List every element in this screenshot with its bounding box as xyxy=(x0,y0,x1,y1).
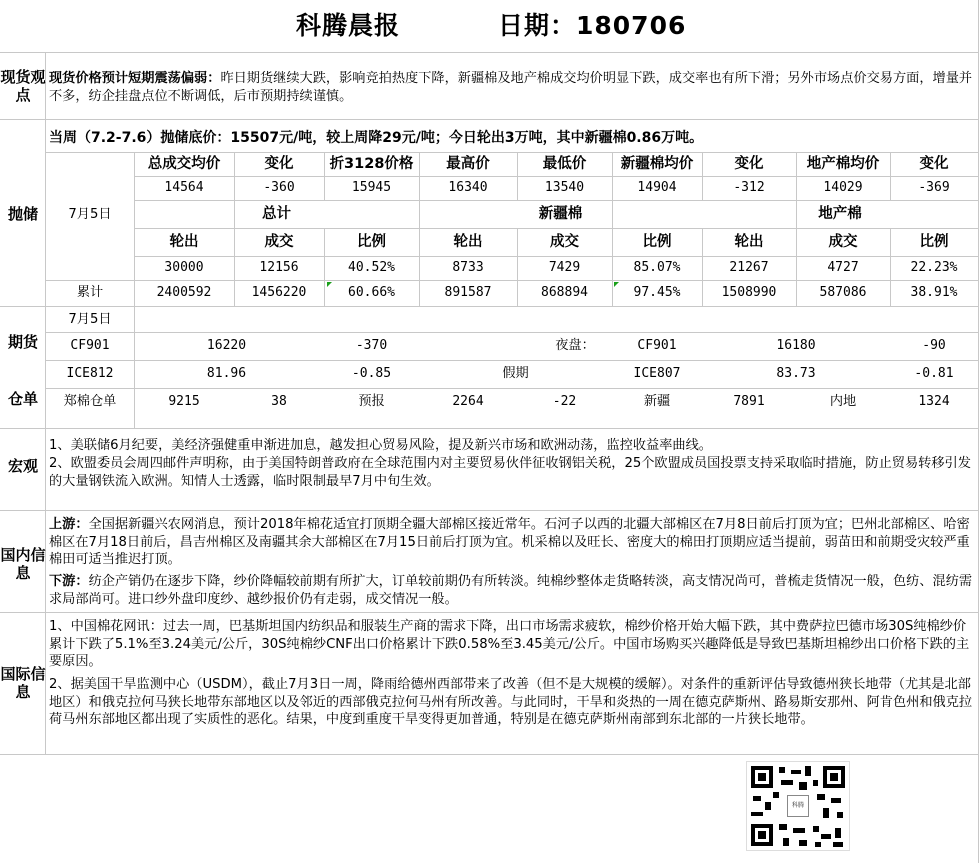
report-date: 日期：180706 xyxy=(498,11,687,40)
qr-center-logo: 科腾 xyxy=(787,795,809,817)
cumulative-label: 累计 xyxy=(76,285,104,300)
today-value: 21267 xyxy=(729,260,769,275)
group-header: 地产棉 xyxy=(818,206,862,222)
inland-value: 1324 xyxy=(918,394,950,409)
sub-header: 成交 xyxy=(550,234,579,250)
forecast-value: 2264 xyxy=(452,394,484,409)
cumulative-value: 2400592 xyxy=(156,285,212,300)
price-value: 14564 xyxy=(164,180,204,195)
section-warehouse: 仓单 xyxy=(7,390,38,408)
today-value: 40.52% xyxy=(348,260,395,275)
futures-change: -0.85 xyxy=(351,366,392,381)
forecast-change: -22 xyxy=(552,394,577,409)
price-value: 13540 xyxy=(544,180,585,195)
today-value: 12156 xyxy=(259,260,299,275)
forecast-label: 预报 xyxy=(358,394,385,409)
price-value: 15945 xyxy=(351,180,392,195)
cumulative-value: 38.91% xyxy=(910,285,958,300)
sub-header: 成交 xyxy=(264,234,294,250)
cumulative-value: 587086 xyxy=(819,285,867,300)
futures-date: 7月5日 xyxy=(68,312,112,327)
spot-view-text xyxy=(49,70,974,105)
section-domestic: 国内信息 xyxy=(0,546,46,582)
futures-contract: CF901 xyxy=(70,338,110,353)
price-header: 最低价 xyxy=(542,156,587,172)
spot-view-body: 昨日期货继续大跌，影响竞拍热度下降，新疆棉及地产棉成交均价明显下跌，成交率也有所下滑；另外市场点价交易方面，增量并不多，纺企挂盘点位不断调低，后市预期持续谨慎。 xyxy=(49,71,973,104)
qr-code xyxy=(746,761,850,851)
holiday-label: 假期 xyxy=(502,366,529,381)
price-header: 变化 xyxy=(264,156,294,172)
price-value: 14029 xyxy=(823,180,863,195)
sub-header: 轮出 xyxy=(453,234,483,250)
domestic-downstream xyxy=(49,573,974,608)
cumulative-value: 1508990 xyxy=(721,285,777,300)
price-header: 总成交均价 xyxy=(147,156,221,172)
spot-view-headline: 现货价格预计短期震荡偏弱： xyxy=(49,71,221,86)
today-value: 8733 xyxy=(452,260,484,275)
warehouse-value: 9215 xyxy=(168,394,200,409)
sub-header: 成交 xyxy=(828,234,858,250)
price-value: 14904 xyxy=(637,180,677,195)
auction-summary: 当周（7.2-7.6）抛储底价：15507元/吨，较上周降29元/吨；今日轮出3万吨，其中新疆棉0.86万吨。 xyxy=(49,130,704,146)
price-value: -360 xyxy=(263,180,295,195)
price-header: 新疆棉均价 xyxy=(620,156,694,172)
upstream-label: 上游： xyxy=(49,517,89,532)
sub-header: 轮出 xyxy=(169,234,199,250)
futures-price: 81.96 xyxy=(206,366,247,381)
futures-price: 16180 xyxy=(776,338,816,353)
futures-contract: CF901 xyxy=(637,338,677,353)
night-session-label: 夜盘： xyxy=(555,338,595,353)
today-value: 22.23% xyxy=(910,260,958,275)
futures-change: -0.81 xyxy=(914,366,954,381)
price-header: 地产棉均价 xyxy=(806,156,880,172)
report-title: 科腾晨报 xyxy=(296,11,401,40)
cumulative-value: 97.45% xyxy=(633,285,681,300)
price-header: 变化 xyxy=(734,156,764,172)
cumulative-value: 1456220 xyxy=(251,285,307,300)
warehouse-change: 38 xyxy=(271,394,287,409)
cumulative-value: 868894 xyxy=(541,285,588,300)
price-value: -369 xyxy=(918,180,950,195)
group-header: 总计 xyxy=(262,206,291,222)
upstream-text: 全国据新疆兴农网消息，预计2018年棉花适宜打顶期全疆大部棉区接近常年。石河子以西的北疆大部棉区在7月8日前后打顶为宜；巴州北部棉区、哈密棉区在7月18日前后，昌吉州棉区及南疆其余大部棉区在7月15日前后打顶为宜。机采棉以及旺长、密度大的棉田打顶期应适当提前，弱苗田和前期受灾较严重棉田可适当推迟打顶。 xyxy=(49,517,970,567)
domestic-upstream xyxy=(49,516,974,569)
downstream-label: 下游： xyxy=(49,574,89,589)
section-international: 国际信息 xyxy=(0,665,46,701)
sub-header: 比例 xyxy=(357,234,386,250)
inland-label: 内地 xyxy=(829,394,857,409)
today-value: 7429 xyxy=(548,260,581,275)
macro-item-2: 2、欧盟委员会周四邮件声明称，由于美国特朗普政府在全球范围内对主要贸易伙伴征收钢铝关税，25个欧盟成员国投票支持采取临时措施，防止贸易转移引发的大量钢铁流入欧洲。知情人士透露，临时限制最早7月中旬生效。 xyxy=(49,456,971,489)
warehouse-label: 郑棉仓单 xyxy=(63,394,117,409)
international-item-1: 1、中国棉花网讯：过去一周，巴基斯坦国内纺织品和服装生产商的需求下降，出口市场需求疲软，棉纱价格开始大幅下跌，其中费萨拉巴德市场30S纯棉纱价累计下跌了5.1%至3.24美元/公斤，30S纯棉纱CNF出口价格累计下跌0.58%至3.45美元/公斤。中国市场购买兴趣降低是导致巴基斯坦棉纱出口价格下跌的主要原因。 xyxy=(49,619,970,669)
section-futures: 期货 xyxy=(7,333,38,351)
futures-contract: ICE807 xyxy=(633,366,681,381)
futures-price: 83.73 xyxy=(776,366,816,381)
futures-change: -370 xyxy=(355,338,388,353)
futures-change: -90 xyxy=(922,338,946,353)
section-spot: 现货观点 xyxy=(0,68,46,104)
cumulative-value: 891587 xyxy=(444,285,492,300)
today-value: 30000 xyxy=(164,260,204,275)
section-macro: 宏观 xyxy=(7,457,38,475)
today-value: 4727 xyxy=(827,260,859,275)
xinjiang-label: 新疆 xyxy=(643,394,671,409)
today-value: 85.07% xyxy=(633,260,681,275)
macro-item-1: 1、美联储6月纪要，美经济强健重申渐进加息，越发担心贸易风险，提及新兴市场和欧洲动荡，监控收益率曲线。 xyxy=(49,438,712,453)
futures-contract: ICE812 xyxy=(66,366,114,381)
price-value: 16340 xyxy=(448,180,488,195)
price-header: 最高价 xyxy=(446,156,490,172)
price-header: 折3128价格 xyxy=(329,156,414,172)
section-auction: 抛储 xyxy=(7,205,38,223)
group-header: 新疆棉 xyxy=(538,206,583,222)
sub-header: 比例 xyxy=(642,234,672,250)
sub-header: 比例 xyxy=(919,234,949,250)
auction-date: 7月5日 xyxy=(68,207,112,222)
xinjiang-value: 7891 xyxy=(733,394,765,409)
price-header: 变化 xyxy=(919,156,949,172)
downstream-text: 纺企产销仍在逐步下降，纱价降幅较前期有所扩大，订单较前期仍有所转淡。纯棉纱整体走货略转淡，高支情况尚可，普梳走货情况一般，色纺、混纺需求局部尚可。进口纱外盘印度纱、越纱报价仍有走弱，成交情况一般。 xyxy=(49,574,973,607)
futures-price: 16220 xyxy=(206,338,247,353)
price-value: -312 xyxy=(733,180,765,195)
sub-header: 轮出 xyxy=(734,234,764,250)
international-item-2: 2、据美国干旱监测中心（USDM），截止7月3日一周，降雨给德州西部带来了改善（但不是大规模的缓解）。对条件的重新评估导致德州狭长地带（尤其是北部地区）和俄克拉何马狭长地带东部地区以及邻近的西部俄克拉何马州有所改善。与此同时，干旱和炎热的一周在德克萨斯州、路易斯安那州、阿肯色州和俄克拉荷马州东部地区都出现了实质性的恶化。结果，中度到重度干旱变得更加普通，特别是在德克萨斯州南部到东北部的一片狭长地带。 xyxy=(49,677,973,727)
cumulative-value: 60.66% xyxy=(348,285,395,300)
